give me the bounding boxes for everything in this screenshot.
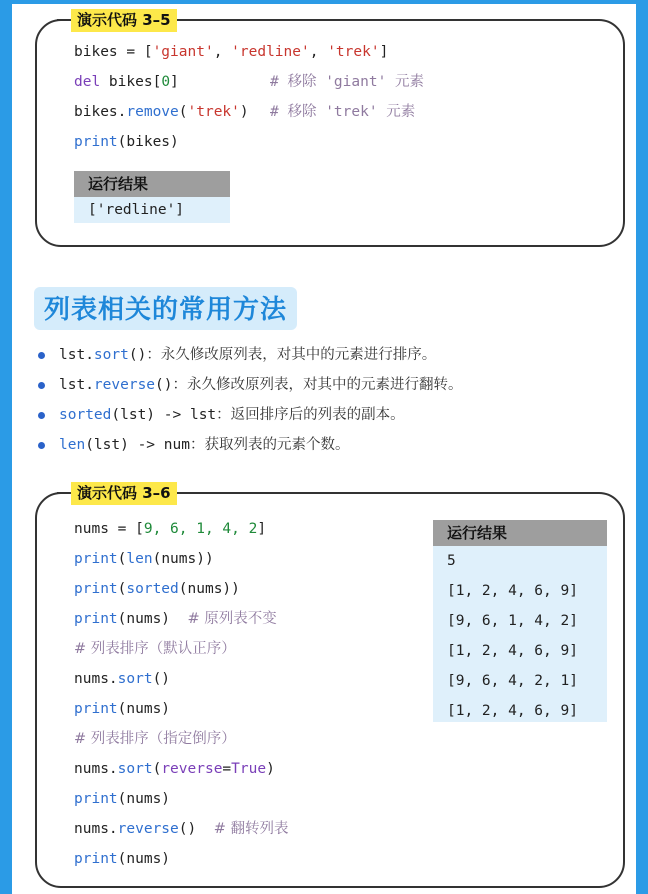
- code-line: print(nums): [74, 701, 171, 717]
- code-comment: # 列表排序（指定倒序）: [74, 731, 236, 747]
- code-line: nums.sort(reverse=True): [74, 761, 275, 777]
- list-item: sorted(lst) -> lst：返回排序后的列表的副本。: [35, 400, 463, 430]
- demo-label: 演示代码 3–6: [71, 482, 177, 505]
- code-line: nums = [9, 6, 1, 4, 2]: [74, 521, 267, 537]
- code-comment: # 移除 'giant' 元素: [270, 74, 425, 90]
- section-title: 列表相关的常用方法: [34, 287, 297, 330]
- result-line: [9, 6, 4, 2, 1]: [447, 673, 578, 689]
- code-line: print(nums): [74, 851, 171, 867]
- page-frame-top: [0, 0, 648, 4]
- result-heading: 运行结果: [433, 520, 607, 546]
- code-line: nums.reverse() # 翻转列表: [74, 821, 289, 837]
- code-line: bikes = ['giant', 'redline', 'trek']: [74, 44, 389, 60]
- result-line: [9, 6, 1, 4, 2]: [447, 613, 578, 629]
- result-heading: 运行结果: [74, 171, 230, 197]
- code-comment: # 移除 'trek' 元素: [270, 104, 416, 120]
- result-line: 5: [447, 553, 456, 569]
- method-list: [35, 340, 463, 460]
- code-line: print(nums) # 原列表不变: [74, 611, 277, 627]
- code-line: print(len(nums)): [74, 551, 214, 567]
- result-panel: [74, 171, 230, 223]
- list-item: lst.reverse()：永久修改原列表，对其中的元素进行翻转。: [35, 370, 463, 400]
- code-line: print(bikes): [74, 134, 179, 150]
- code-line: del bikes[0]: [74, 74, 179, 90]
- code-line: nums.sort(): [74, 671, 171, 687]
- list-item: len(lst) -> num：获取列表的元素个数。: [35, 430, 463, 460]
- result-line: [1, 2, 4, 6, 9]: [447, 583, 578, 599]
- page-frame-right: [636, 0, 648, 894]
- list-item: lst.sort()：永久修改原列表，对其中的元素进行排序。: [35, 340, 463, 370]
- result-line: [1, 2, 4, 6, 9]: [447, 643, 578, 659]
- result-line: ['redline']: [88, 202, 185, 218]
- result-panel: [433, 520, 607, 722]
- demo-code-card-3-6: [35, 484, 625, 888]
- code-comment: # 列表排序（默认正序）: [74, 641, 236, 657]
- code-line: print(nums): [74, 791, 171, 807]
- page-frame-left: [0, 0, 12, 894]
- demo-label: 演示代码 3–5: [71, 9, 177, 32]
- demo-code-card-3-5: [35, 11, 625, 247]
- code-line: print(sorted(nums)): [74, 581, 240, 597]
- result-line: [1, 2, 4, 6, 9]: [447, 703, 578, 719]
- code-line: bikes.remove('trek'): [74, 104, 249, 120]
